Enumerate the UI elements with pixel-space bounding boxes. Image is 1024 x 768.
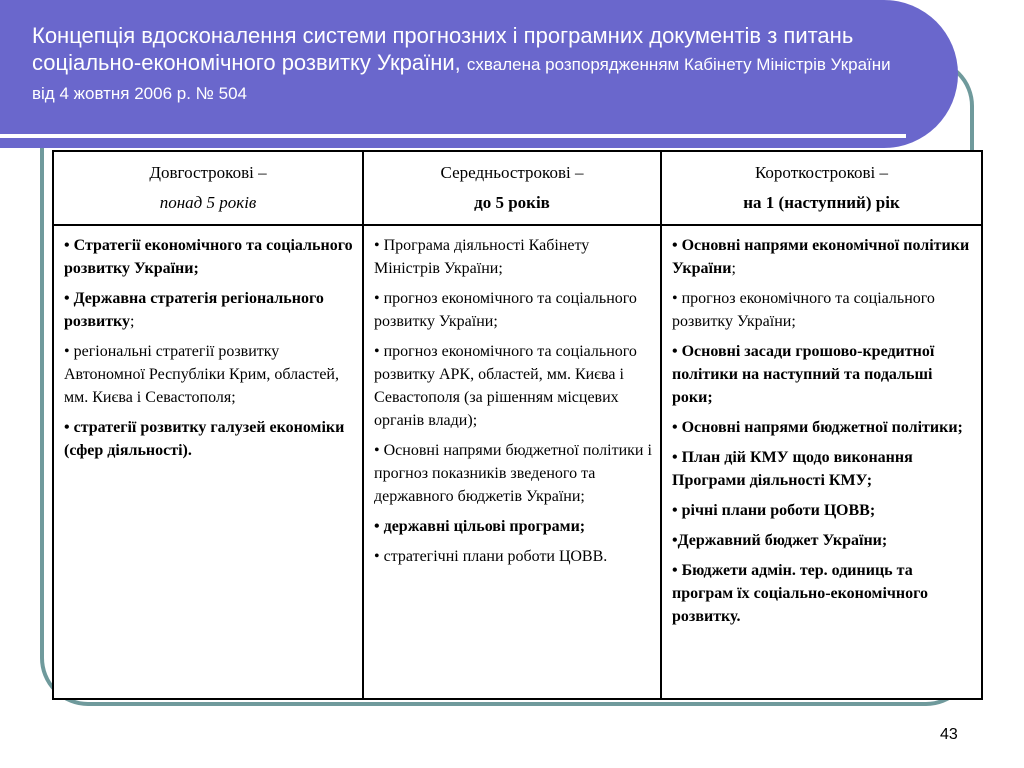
column-heading: Середньострокові – [440, 163, 584, 182]
list-item-bold: • Основні напрями економічної політики України [672, 237, 970, 277]
cell-short-term-documents [661, 225, 982, 699]
table-body-row [53, 225, 982, 699]
title-underline [0, 134, 906, 138]
table-header-row [53, 151, 982, 225]
list-item: • Основні напрями бюджетної політики і прогноз показників зведеного та державного бюджетів України; [374, 442, 652, 505]
column-subheading: понад 5 років [159, 193, 257, 212]
list-item: • прогноз економічного та соціального розвитку України; [672, 290, 935, 330]
column-heading: Довгострокові – [149, 163, 267, 182]
list-item: • Основні напрями бюджетної політики; [672, 419, 963, 436]
list-item: • державні цільові програми; [374, 518, 586, 535]
list-item: • прогноз економічного та соціального розвитку України; [374, 290, 637, 330]
column-header-short-term [661, 151, 982, 225]
list-item [64, 287, 354, 333]
list-item: • річні плани роботи ЦОВВ; [672, 502, 876, 519]
list-item: • прогноз економічного та соціального розвитку АРК, областей, мм. Києва і Севастополя (за рішенням місцевих органів влади); [374, 343, 637, 429]
list-item: • Основні засади грошово-кредитної політики на наступний та подальші роки; [672, 343, 935, 406]
slide-title-sub: схвалена розпорядженням Кабінету Міністрів України від 4 жовтня 2006 р. № 504 [32, 55, 891, 103]
list-item: • Бюджети адмін. тер. одиниць та програм їх соціально-економічного розвитку. [672, 562, 928, 625]
list-item: • План дій КМУ щодо виконання Програми діяльності КМУ; [672, 449, 913, 489]
list-item-rest: ; [731, 260, 736, 277]
slide-title [32, 22, 912, 107]
list-item: • Програма діяльності Кабінету Міністрів України; [374, 237, 590, 277]
cell-long-term-documents [53, 225, 363, 699]
page-number: 43 [940, 726, 958, 743]
list-item [672, 234, 973, 280]
list-item-bold: • Державна стратегія регіонального розвитку [64, 290, 324, 330]
column-subheading: до 5 років [474, 193, 550, 212]
column-subheading: на 1 (наступний) рік [743, 193, 900, 212]
column-heading: Короткострокові – [754, 163, 889, 182]
column-header-long-term [53, 151, 363, 225]
cell-medium-term-documents [363, 225, 661, 699]
list-item: • стратегічні плани роботи ЦОВВ. [374, 548, 608, 565]
list-item-rest: ; [130, 313, 135, 330]
list-item: • стратегії розвитку галузей економіки (сфер діяльності). [64, 419, 345, 459]
list-item: •Державний бюджет України; [672, 532, 888, 549]
slide-title-main: Концепція вдосконалення системи прогнозних і програмних документів з питань соціально-економічного розвитку України, [32, 23, 854, 75]
list-item: • регіональні стратегії розвитку Автономної Республіки Крим, областей, мм. Києва і Севастополя; [64, 343, 339, 406]
list-item: • Стратегії економічного та соціального розвитку України; [64, 237, 353, 277]
column-header-medium-term [363, 151, 661, 225]
forecast-documents-table [52, 150, 983, 700]
